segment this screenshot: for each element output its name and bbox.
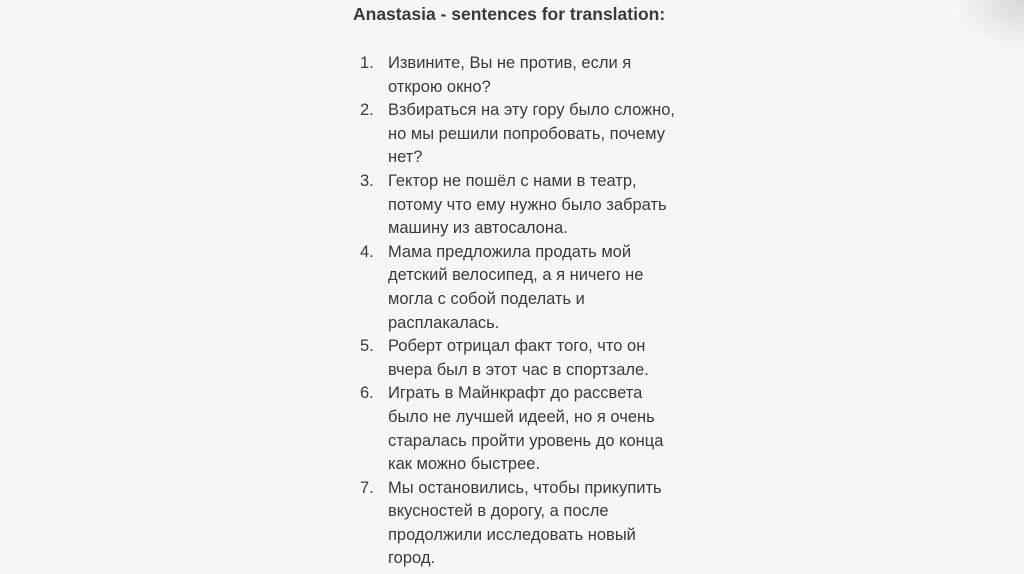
sentence-list xyxy=(360,52,720,571)
text-line: Играть в Майнкрафт до рассвета xyxy=(388,384,643,403)
text-line: Взбираться на эту гору было сложно, xyxy=(388,101,675,120)
text-line: детский велосипед, а я ничего не xyxy=(388,266,644,285)
text-line: но мы решили попробовать, почему xyxy=(388,124,665,143)
text-line: город. xyxy=(388,549,436,568)
text-line: старалась пройти уровень до конца xyxy=(388,431,664,450)
page-title: Anastasia - sentences for translation: xyxy=(353,4,666,24)
item-number: 4. xyxy=(360,242,374,261)
list-item xyxy=(360,99,720,170)
item-number: 2. xyxy=(360,101,374,120)
text-line: могла с собой поделать и xyxy=(388,289,585,308)
list-item xyxy=(360,170,720,241)
item-text xyxy=(388,335,698,382)
item-number: 5. xyxy=(360,337,374,356)
item-number: 7. xyxy=(360,478,374,497)
text-line: продолжили исследовать новый xyxy=(388,525,636,544)
text-line: как можно быстрее. xyxy=(388,455,541,474)
text-line: открою окно? xyxy=(388,77,491,96)
list-item xyxy=(360,477,720,571)
item-text xyxy=(388,52,698,99)
item-text xyxy=(388,241,698,335)
text-line: Мама предложила продать мой xyxy=(388,242,632,261)
corner-shadow xyxy=(954,0,1024,50)
text-line: нет? xyxy=(388,148,423,167)
text-line: было не лучшей идеей, но я очень xyxy=(388,407,655,426)
list-item xyxy=(360,335,720,382)
item-number: 6. xyxy=(360,384,374,403)
text-line: Извините, Вы не против, если я xyxy=(388,54,632,72)
text-line: Гектор не пошёл с нами в театр, xyxy=(388,171,637,190)
item-text xyxy=(388,382,698,476)
item-number: 3. xyxy=(360,171,374,190)
item-text xyxy=(388,170,698,241)
text-line: вкусностей в дорогу, а после xyxy=(388,502,609,521)
list-item xyxy=(360,52,720,99)
text-line: Роберт отрицал факт того, что он xyxy=(388,337,646,356)
item-number: 1. xyxy=(360,54,374,72)
text-line: потому что ему нужно было забрать xyxy=(388,195,667,214)
list-item xyxy=(360,382,720,476)
item-text xyxy=(388,99,698,170)
list-item xyxy=(360,241,720,335)
text-line: вчера был в этот час в спортзале. xyxy=(388,360,649,379)
text-line: машину из автосалона. xyxy=(388,219,568,238)
text-line: расплакалась. xyxy=(388,313,500,332)
text-line: Мы остановились, чтобы прикупить xyxy=(388,478,662,497)
item-text xyxy=(388,477,698,571)
